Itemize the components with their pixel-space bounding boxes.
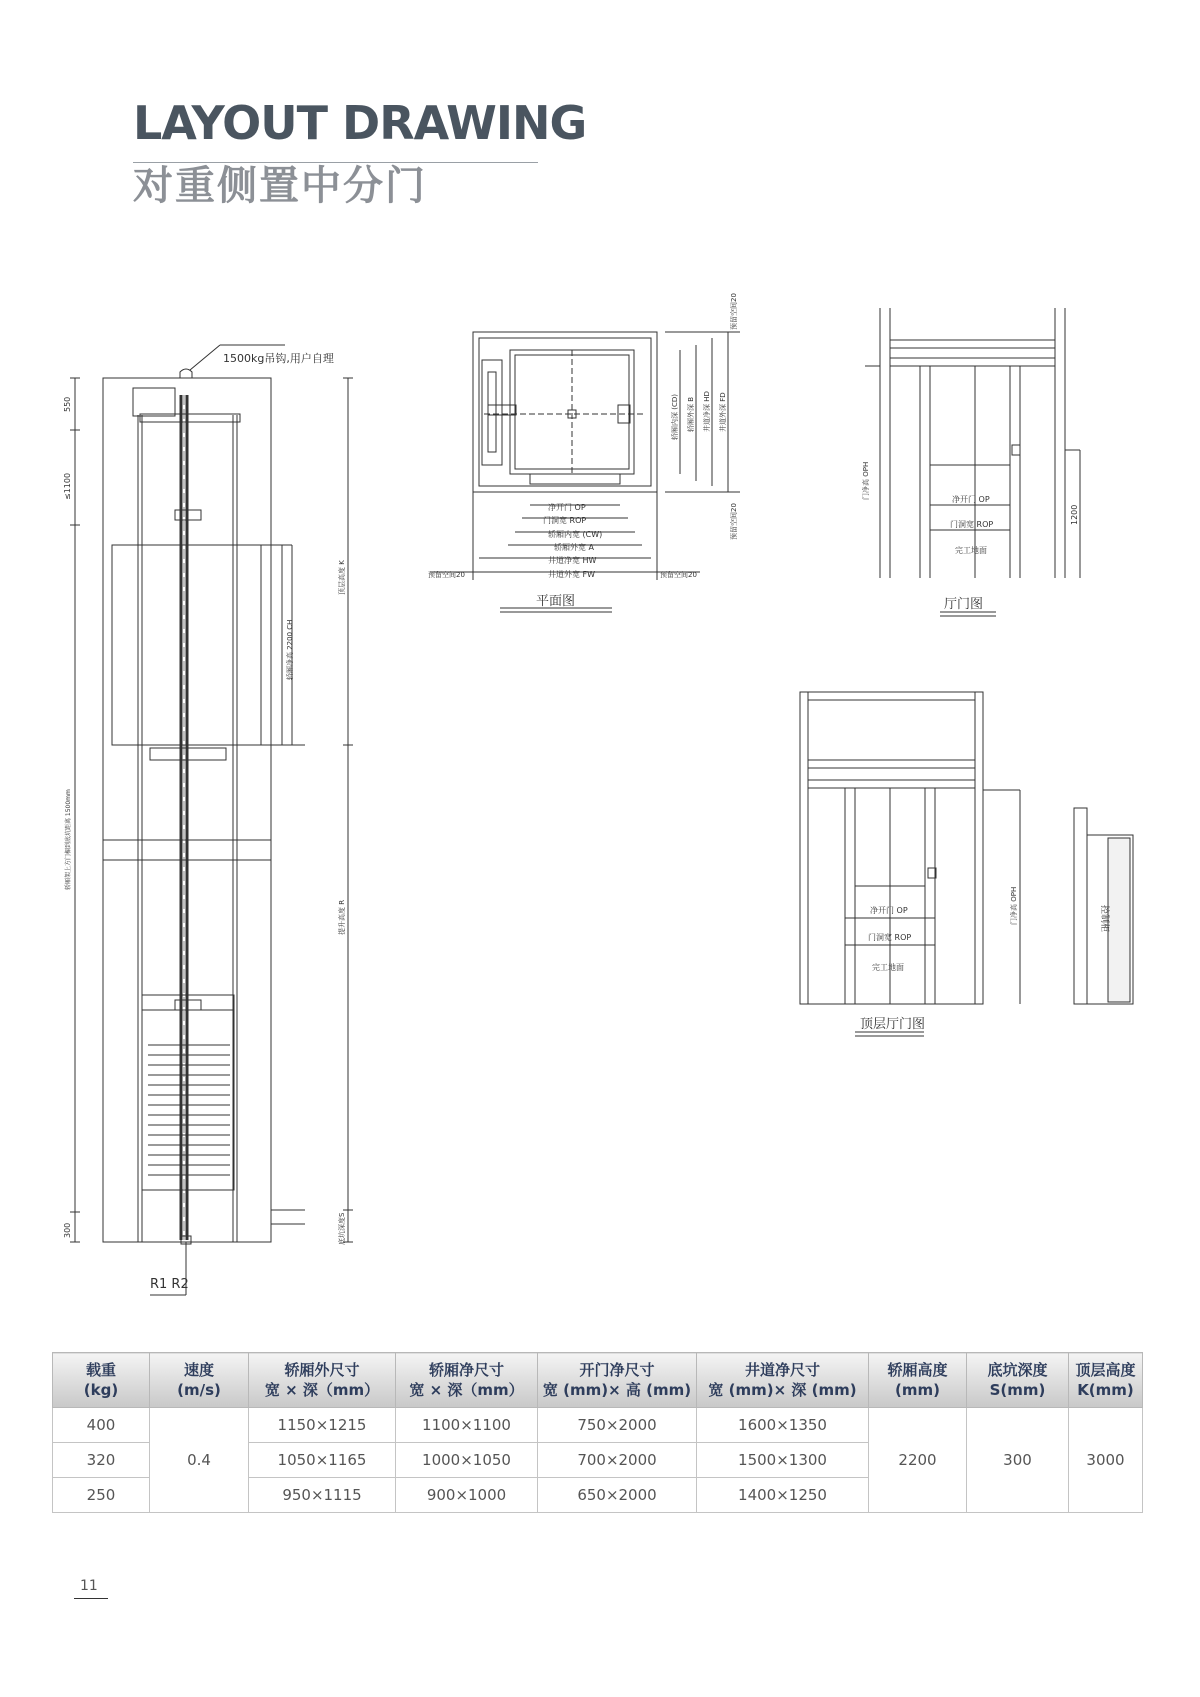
plan-top-reserve: 预留空间20 bbox=[730, 293, 738, 330]
top-rop: 门洞宽 ROP bbox=[868, 933, 912, 942]
plan-a: 轿厢外宽 A bbox=[554, 543, 595, 552]
cell-car-height: 2200 bbox=[869, 1408, 967, 1513]
cell-shaft: 1600×1350 bbox=[697, 1408, 869, 1443]
landing-caption: 厅门图 bbox=[944, 597, 984, 612]
cell-shaft: 1400×1250 bbox=[697, 1478, 869, 1513]
dim-vertical-long: 轿厢架上方门楣到底坑距离 1500mm bbox=[65, 789, 72, 890]
col-car-outer: 轿厢外尺寸 宽 × 深（mm） bbox=[249, 1353, 396, 1408]
col-headroom: 顶层高度 K(mm) bbox=[1069, 1353, 1143, 1408]
landing-op: 净开门 OP bbox=[952, 495, 990, 504]
cell-car-outer: 1150×1215 bbox=[249, 1408, 396, 1443]
dim-ch: 轿厢净高 2200 CH bbox=[286, 619, 294, 680]
cell-pit-depth: 300 bbox=[967, 1408, 1069, 1513]
landing-floor: 完工地面 bbox=[955, 546, 987, 555]
plan-fd: 井道外深 FD bbox=[719, 392, 727, 432]
dim-r: 提升高度 R bbox=[338, 899, 346, 935]
cell-car-inner: 1100×1100 bbox=[396, 1408, 538, 1443]
dim-550: 550 bbox=[63, 396, 72, 412]
cell-speed: 0.4 bbox=[150, 1408, 249, 1513]
plan-labels bbox=[428, 293, 738, 609]
plan-hw: 井道净宽 HW bbox=[548, 556, 597, 565]
buffer-label: R1 R2 bbox=[150, 1277, 189, 1292]
cell-load: 320 bbox=[53, 1443, 150, 1478]
elevation-labels bbox=[63, 351, 346, 1292]
cell-headroom: 3000 bbox=[1069, 1408, 1143, 1513]
top-oph: 门净高 OPH bbox=[1010, 886, 1018, 925]
cell-car-inner: 1000×1050 bbox=[396, 1443, 538, 1478]
col-shaft: 井道净尺寸 宽 (mm)× 深 (mm) bbox=[697, 1353, 869, 1408]
elevation-drawing bbox=[70, 345, 353, 1295]
plan-left-reserve: 预留空间20 bbox=[428, 571, 465, 579]
landing-1200: 1200 bbox=[1070, 504, 1079, 525]
dim-s: 底坑深度S bbox=[338, 1212, 346, 1245]
cell-door: 700×2000 bbox=[538, 1443, 697, 1478]
top-caption: 顶层厅门图 bbox=[860, 1017, 926, 1032]
plan-fw: 井道外宽 FW bbox=[548, 570, 596, 579]
page-title: LAYOUT DRAWING bbox=[133, 96, 587, 150]
plan-caption: 平面图 bbox=[536, 594, 576, 609]
col-speed: 速度 (m/s) bbox=[150, 1353, 249, 1408]
table-row bbox=[53, 1408, 1143, 1443]
landing-door-labels bbox=[861, 462, 1079, 612]
cell-door: 650×2000 bbox=[538, 1478, 697, 1513]
spec-table bbox=[52, 1352, 1143, 1513]
plan-cd: 轿厢内深 (CD) bbox=[671, 394, 679, 440]
col-car-inner: 轿厢净尺寸 宽 × 深（mm） bbox=[396, 1353, 538, 1408]
dim-300: 300 bbox=[63, 1222, 72, 1238]
plan-rop: 门洞宽 ROP bbox=[543, 516, 587, 525]
col-car-height: 轿厢高度 (mm) bbox=[869, 1353, 967, 1408]
cell-shaft: 1500×1300 bbox=[697, 1443, 869, 1478]
col-load: 载重 (kg) bbox=[53, 1353, 150, 1408]
landing-rop: 门洞宽 ROP bbox=[950, 520, 994, 529]
plan-right-reserve: 预留空间20 bbox=[660, 571, 697, 579]
table-header-row bbox=[53, 1353, 1143, 1408]
cell-door: 750×2000 bbox=[538, 1408, 697, 1443]
cell-car-outer: 950×1115 bbox=[249, 1478, 396, 1513]
top-landing-door-drawing bbox=[800, 692, 1133, 1036]
top-landing-door-labels bbox=[860, 887, 1111, 1032]
page-number: 11 bbox=[80, 1578, 98, 1594]
page-number-underline bbox=[74, 1598, 108, 1599]
plan-hd: 井道净深 HD bbox=[703, 391, 711, 432]
cell-car-outer: 1050×1165 bbox=[249, 1443, 396, 1478]
page-subtitle: 对重侧置中分门 bbox=[133, 163, 427, 209]
hook-note: 1500kg吊钩,用户自理 bbox=[223, 352, 334, 365]
top-op: 净开门 OP bbox=[870, 906, 908, 915]
landing-oph: 门净高 OPH bbox=[862, 461, 870, 500]
landing-door-drawing bbox=[865, 308, 1080, 616]
cell-car-inner: 900×1000 bbox=[396, 1478, 538, 1513]
plan-cw: 轿厢内宽 (CW) bbox=[548, 530, 603, 539]
cell-load: 400 bbox=[53, 1408, 150, 1443]
dim-1100: ≤1100 bbox=[63, 472, 72, 500]
dim-k: 顶层高度 K bbox=[338, 560, 346, 595]
plan-bottom-reserve: 预留空间20 bbox=[730, 503, 738, 540]
plan-b: 轿厢外深 B bbox=[687, 396, 695, 432]
cell-load: 250 bbox=[53, 1478, 150, 1513]
plan-op: 净开门 OP bbox=[548, 503, 586, 512]
col-pit-depth: 底坑深度 S(mm) bbox=[967, 1353, 1069, 1408]
top-panel-label: 控制柜 bbox=[1099, 905, 1109, 933]
col-door: 开门净尺寸 宽 (mm)× 高 (mm) bbox=[538, 1353, 697, 1408]
top-floor: 完工地面 bbox=[872, 963, 904, 972]
